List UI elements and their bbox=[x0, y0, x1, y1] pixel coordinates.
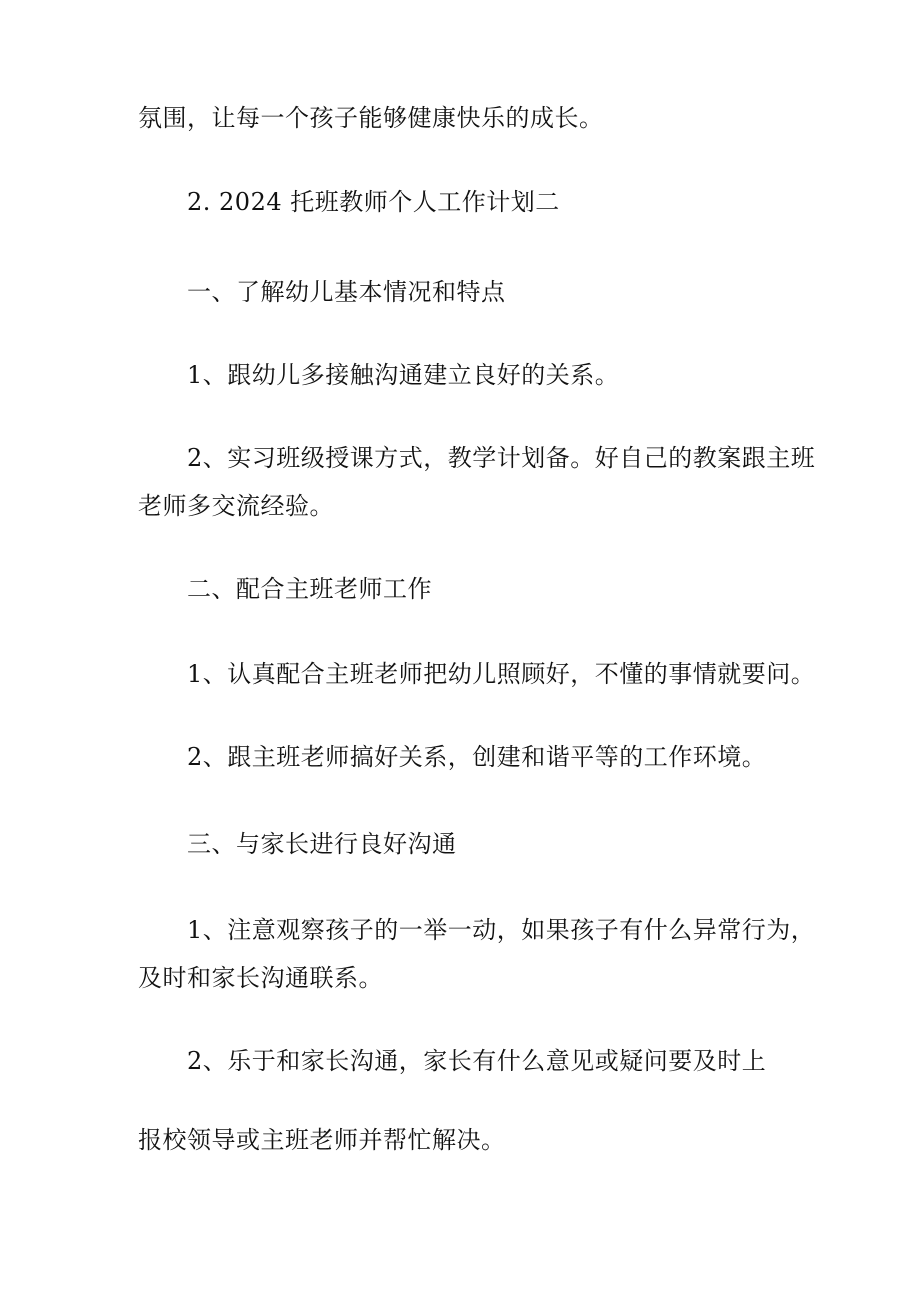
item-1-1: 1、跟幼儿多接触沟通建立良好的关系。 bbox=[187, 361, 620, 389]
section-title: 2. 2024 托班教师个人工作计划二 bbox=[187, 188, 560, 216]
item-1-2-line-1: 2、实习班级授课方式，教学计划备。好自己的教案跟主班 bbox=[187, 444, 816, 472]
item-3-2-line-2: 报校领导或主班老师并帮忙解决。 bbox=[138, 1126, 506, 1154]
item-3-1-line-1: 1、注意观察孩子的一举一动，如果孩子有什么异常行为， bbox=[187, 916, 816, 944]
heading-three: 三、与家长进行良好沟通 bbox=[187, 830, 457, 858]
item-3-2-line-1: 2、乐于和家长沟通，家长有什么意见或疑问要及时上 bbox=[187, 1047, 767, 1075]
item-3-1-line-2: 及时和家长沟通联系。 bbox=[138, 964, 383, 992]
item-2-1: 1、认真配合主班老师把幼儿照顾好，不懂的事情就要问。 bbox=[187, 660, 816, 688]
item-2-2: 2、跟主班老师搞好关系，创建和谐平等的工作环境。 bbox=[187, 743, 767, 771]
heading-two: 二、配合主班老师工作 bbox=[187, 575, 432, 603]
heading-one: 一、了解幼儿基本情况和特点 bbox=[187, 278, 506, 306]
item-1-2-line-2: 老师多交流经验。 bbox=[138, 492, 334, 520]
paragraph-line-continuation: 氛围，让每一个孩子能够健康快乐的成长。 bbox=[138, 104, 604, 132]
